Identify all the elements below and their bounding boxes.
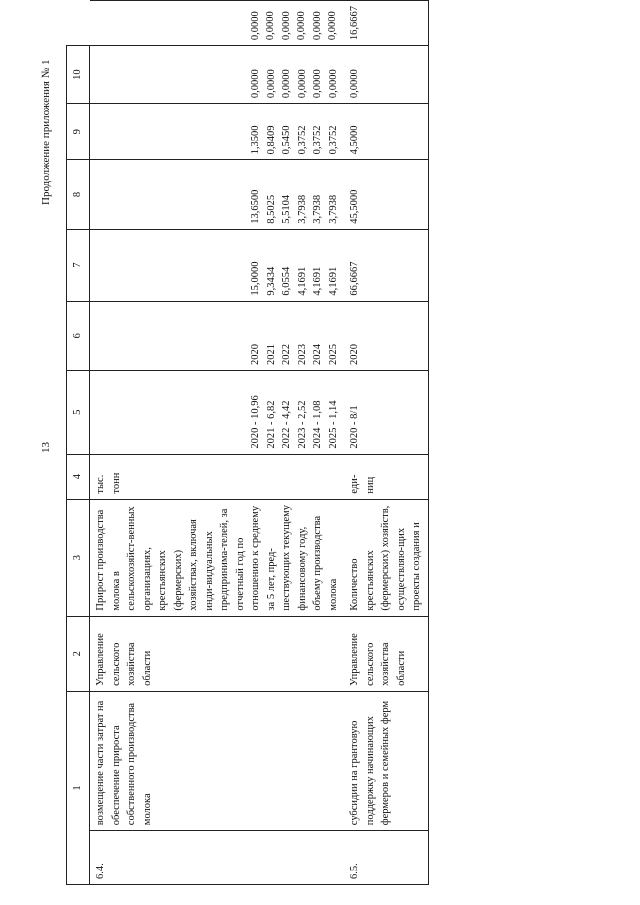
- cell-value: 2022: [281, 344, 292, 365]
- cell-value: 2024: [312, 344, 323, 365]
- header-col-9: 9: [67, 104, 90, 160]
- cell-value: 0,0000: [349, 69, 360, 99]
- header-col-7: 7: [67, 229, 90, 301]
- cell-value: 2022 - 4,42: [281, 400, 292, 449]
- cell-value: 3,7938: [296, 194, 308, 224]
- header-col-5: 5: [67, 371, 90, 455]
- cell-spacer: [93, 51, 248, 98]
- row-executor: Управление сельского хозяйства области: [90, 616, 345, 691]
- cell-value: 5,5104: [281, 194, 292, 224]
- cell-value: 0,0000: [296, 11, 307, 41]
- cell-spacer: [93, 235, 248, 296]
- cell-value: 0,0000: [311, 11, 323, 41]
- cell-value: 0,0000: [296, 69, 308, 99]
- cell-spacer: [93, 307, 248, 365]
- row-values-col10: [344, 46, 428, 104]
- row-values-col6: [90, 301, 345, 370]
- row-values-col11: [90, 1, 345, 46]
- cell-value: 0,8409: [265, 125, 277, 155]
- page-number: 13: [40, 442, 52, 453]
- cell-value: 0,0000: [249, 11, 261, 41]
- cell-value: 0,0000: [265, 11, 276, 41]
- cell-value: 4,1691: [327, 266, 339, 296]
- cell-value: 66,6667: [349, 261, 360, 296]
- cell-value: 4,5000: [349, 125, 360, 155]
- row-number: 6.4.: [90, 831, 345, 885]
- cell-value: 0,0000: [327, 69, 339, 99]
- row-indicator: Количество крестьянских (фермерских) хозяйств, осуществляю-щих проекты создания и: [344, 499, 428, 616]
- row-values-col7: [90, 229, 345, 301]
- cell-value: 9,3434: [265, 266, 277, 296]
- cell-value: 2021: [265, 344, 277, 365]
- cell-value: 2025: [327, 344, 339, 365]
- row-values-col8: [344, 160, 428, 229]
- cell-value: 2023: [296, 344, 308, 365]
- header-col-6: 6: [67, 301, 90, 370]
- table-row: [344, 1, 428, 885]
- row-values-col7: [344, 229, 428, 301]
- cell-spacer: [93, 376, 248, 449]
- cell-spacer: [93, 165, 248, 223]
- cell-value: 3,7938: [327, 194, 339, 224]
- cell-value: 0,3752: [327, 125, 339, 155]
- header-col-1: 1: [67, 691, 90, 884]
- program-table: [66, 0, 429, 885]
- cell-value: 0,3752: [296, 125, 308, 155]
- row-values-col5: [344, 371, 428, 455]
- row-name: субсидии на грантовую поддержку начинающих фермеров и семейных ферм: [344, 691, 428, 830]
- cell-value: 45,5000: [349, 189, 360, 224]
- cell-value: 8,5025: [265, 194, 277, 224]
- header-col-3: 3: [67, 499, 90, 616]
- cell-value: 13,6500: [250, 189, 261, 224]
- row-values-col5: [90, 371, 345, 455]
- rotated-page: 13 Продолжение приложения № 1 1 2 3 4 5 6 7 8 9 10 6.4. возмещение части затрат на обеспечение прироста собственного производства молока Управление сельского хозяйства области Прирост производства молока в сельскохозяйст-венных организациях, крестьянских (фермерских) хозяйствах, включая инди-видуальных предпринима-телей, за отчетный год по отношению к среднему за 5 лет, пред-шествующих текущему финансовому году, объему производства молока тыс. тонн 2020 - 10,96 2021 - 6,82 2022 - 4,42 2023 - 2,52 2024 - 1,08 2025 - 1,14 2020 2021 2022 2023 2024 2025 15,0000 9,3434 6,0554 4,1691 4,1691 4,1691 13,6500 8,5025 5,5104 3,7938 3,7938 3,7938 1,3500 0,8409 0,5450 0,3752 0,3752 0,3752 0,0000 0,0000 0,0000 0,0000 0,0000 0,0000 0,0000 0,0000 0,0000 0,0000 0,0000 0,0000 6.5. субсидии на грантовую поддержку начинающих фермеров и семейных ферм Управление сельского хозяйства области Количество крестьянских (фермерских) хозяйств, осуществляю-щих проекты создания и еди-ниц 2020 - 8/1 2020 66,6667 45,5000 4,5000 0,0000 16,6667: [0, 0, 640, 905]
- row-number: 6.5.: [344, 831, 428, 885]
- row-indicator: Прирост производства молока в сельскохозяйст-венных организациях, крестьянских (фермерских) хозяйствах, включая инди-видуальных предпринима-телей, за отчетный год по отношению к среднему за 5 лет, пред-шествующих текущему финансовому году, объему производства молока: [90, 499, 345, 616]
- header-row: [67, 1, 90, 885]
- header-col-4: 4: [67, 454, 90, 499]
- cell-spacer: [93, 6, 248, 40]
- cell-value: 0,0000: [250, 69, 261, 99]
- cell-value: 0,0000: [312, 69, 323, 99]
- row-executor: Управление сельского хозяйства области: [344, 616, 428, 691]
- row-values-col11: [344, 1, 428, 46]
- cell-value: 15,0000: [250, 261, 261, 296]
- cell-value: 0,0000: [281, 69, 292, 99]
- header-col-10: 10: [67, 46, 90, 104]
- cell-value: 2024 - 1,08: [312, 400, 323, 449]
- cell-value: 4,1691: [312, 266, 323, 296]
- row-unit: тыс. тонн: [90, 454, 345, 499]
- cell-value: 0,0000: [280, 11, 292, 41]
- cell-value: 16,6667: [349, 6, 360, 41]
- row-values-col10: [90, 46, 345, 104]
- row-unit: еди-ниц: [344, 454, 428, 499]
- cell-value: 4,1691: [296, 266, 308, 296]
- header-col-8: 8: [67, 160, 90, 229]
- row-values-col8: [90, 160, 345, 229]
- cell-value: 0,5450: [281, 125, 292, 155]
- cell-value: 2021 - 6,82: [265, 400, 277, 449]
- row-values-col9: [90, 104, 345, 160]
- cell-value: 0,0000: [327, 11, 338, 41]
- header-col-2: 2: [67, 616, 90, 691]
- cell-value: 0,3752: [312, 125, 323, 155]
- row-name: возмещение части затрат на обеспечение прироста собственного производства молока: [90, 691, 345, 830]
- row-values-col6: [344, 301, 428, 370]
- cell-value: 1,3500: [250, 125, 261, 155]
- cell-value: 2020: [349, 344, 360, 365]
- row-values-col9: [344, 104, 428, 160]
- cell-value: 2025 - 1,14: [327, 400, 339, 449]
- cell-value: 3,7938: [312, 194, 323, 224]
- cell-value: 2020: [250, 344, 261, 365]
- cell-spacer: [93, 109, 248, 154]
- cell-value: 2020 - 10,96: [250, 395, 261, 449]
- cell-value: 2020 - 8/1: [349, 405, 360, 449]
- cell-value: 0,0000: [265, 69, 277, 99]
- cell-value: 2023 - 2,52: [296, 400, 308, 449]
- cell-value: 6,0554: [281, 266, 292, 296]
- table-row: [90, 1, 345, 885]
